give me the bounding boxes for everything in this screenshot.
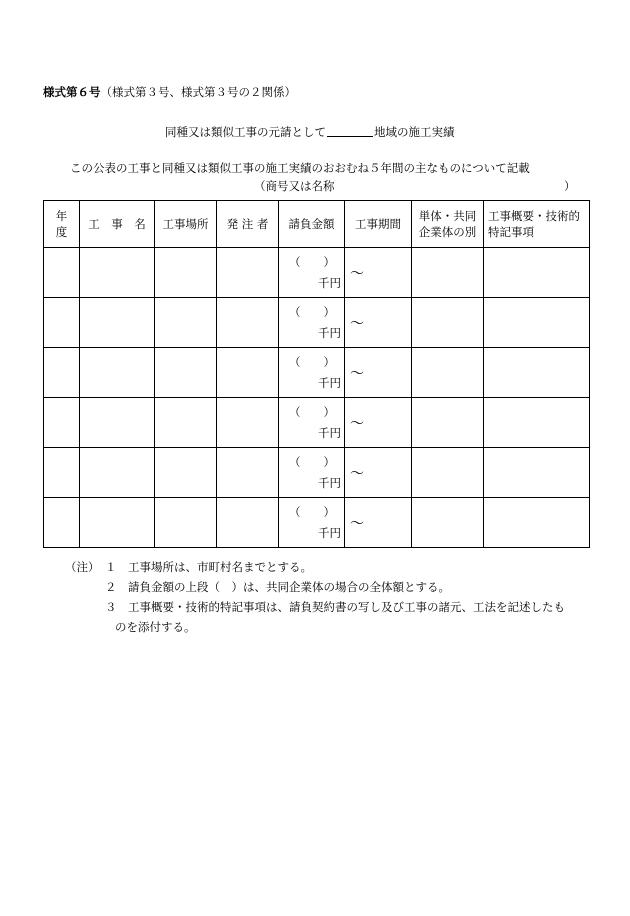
period-tilde: ～ <box>350 266 364 282</box>
header-orderer: 発 注 者 <box>217 201 279 248</box>
cell-summary[interactable] <box>484 498 590 548</box>
cell-joint[interactable] <box>412 248 484 298</box>
cell-year[interactable] <box>44 348 80 398</box>
paren-close: ） <box>323 455 335 469</box>
table-row <box>44 398 590 448</box>
amount-unit: 千円 <box>318 526 341 540</box>
table-row <box>44 298 590 348</box>
cell-location[interactable] <box>155 398 217 448</box>
cell-joint[interactable] <box>412 348 484 398</box>
note-number: ３ <box>105 600 117 614</box>
region-blank-line <box>327 125 373 137</box>
note-3 <box>65 597 585 617</box>
performance-table <box>43 200 590 548</box>
paren-open: （ <box>289 255 301 269</box>
header-year-line2: 度 <box>55 225 68 239</box>
form-number <box>43 84 296 100</box>
cell-location[interactable] <box>155 298 217 348</box>
header-summary-line2: 特記事項 <box>488 225 534 239</box>
period-tilde: ～ <box>350 416 364 432</box>
cell-summary[interactable] <box>484 398 590 448</box>
cell-orderer[interactable] <box>217 348 279 398</box>
cell-work-name[interactable] <box>80 248 155 298</box>
cell-joint[interactable] <box>412 448 484 498</box>
table-row <box>44 498 590 548</box>
cell-period[interactable] <box>345 448 412 498</box>
paren-close: ） <box>323 505 335 519</box>
cell-year[interactable] <box>44 248 80 298</box>
header-amount: 請負金額 <box>279 201 345 248</box>
company-name-line <box>254 178 576 194</box>
paren-open: （ <box>289 455 301 469</box>
period-tilde: ～ <box>350 366 364 382</box>
cell-joint[interactable] <box>412 398 484 448</box>
cell-amount[interactable] <box>279 498 345 548</box>
paren-close: ） <box>323 355 335 369</box>
header-summary-line1: 工事概要・技術的 <box>488 209 580 223</box>
cell-amount[interactable] <box>279 398 345 448</box>
note-1 <box>65 557 585 577</box>
header-work-name: 工 事 名 <box>80 201 155 248</box>
title-part2: 地域の施工実績 <box>374 125 455 139</box>
cell-amount[interactable] <box>279 248 345 298</box>
cell-location[interactable] <box>155 348 217 398</box>
note-3-continuation <box>65 617 585 637</box>
note-number: ２ <box>105 580 117 594</box>
note-text: 工事場所は、市町村名までとする。 <box>128 560 312 574</box>
cell-year[interactable] <box>44 448 80 498</box>
note-text-continuation: のを添付する。 <box>115 620 196 634</box>
cell-period[interactable] <box>345 348 412 398</box>
header-joint <box>412 201 484 248</box>
header-year-line1: 年 <box>55 209 68 223</box>
cell-year[interactable] <box>44 398 80 448</box>
title-part1: 同種又は類似工事の元請として <box>165 125 326 139</box>
cell-summary[interactable] <box>484 448 590 498</box>
period-tilde: ～ <box>350 316 364 332</box>
note-2 <box>65 577 585 597</box>
header-year <box>44 201 80 248</box>
header-location: 工事場所 <box>155 201 217 248</box>
note-text: 請負金額の上段（ ）は、共同企業体の場合の全体額とする。 <box>128 580 450 594</box>
cell-location[interactable] <box>155 248 217 298</box>
cell-year[interactable] <box>44 298 80 348</box>
table-row <box>44 448 590 498</box>
cell-work-name[interactable] <box>80 348 155 398</box>
cell-period[interactable] <box>345 248 412 298</box>
form-number-bold: 様式第６号 <box>43 85 101 99</box>
cell-orderer[interactable] <box>217 498 279 548</box>
note-text: 工事概要・技術的特記事項は、請負契約書の写し及び工事の諸元、工法を記述したも <box>128 600 565 614</box>
amount-unit: 千円 <box>318 426 341 440</box>
cell-joint[interactable] <box>412 498 484 548</box>
table-header-row <box>44 201 590 248</box>
cell-work-name[interactable] <box>80 498 155 548</box>
period-tilde: ～ <box>350 516 364 532</box>
cell-location[interactable] <box>155 498 217 548</box>
cell-period[interactable] <box>345 298 412 348</box>
cell-summary[interactable] <box>484 348 590 398</box>
amount-unit: 千円 <box>318 276 341 290</box>
paren-open: （ <box>289 305 301 319</box>
header-joint-line2: 企業体の別 <box>418 225 477 239</box>
document-title <box>165 124 455 140</box>
paren-close: ） <box>323 305 335 319</box>
cell-year[interactable] <box>44 498 80 548</box>
cell-period[interactable] <box>345 498 412 548</box>
table-row <box>44 348 590 398</box>
cell-joint[interactable] <box>412 298 484 348</box>
header-summary <box>484 201 590 248</box>
notes-label: （注） <box>65 560 100 574</box>
cell-orderer[interactable] <box>217 448 279 498</box>
paren-open: （ <box>289 505 301 519</box>
table-row <box>44 248 590 298</box>
cell-summary[interactable] <box>484 248 590 298</box>
cell-summary[interactable] <box>484 298 590 348</box>
cell-orderer[interactable] <box>217 248 279 298</box>
note-number: １ <box>105 560 117 574</box>
notes-section <box>65 557 585 637</box>
company-label: （商号又は名称 <box>254 179 335 193</box>
paren-close: ） <box>323 405 335 419</box>
cell-location[interactable] <box>155 448 217 498</box>
document-subtitle: この公表の工事と同種又は類似工事の施工実績のおおむね５年間の主なものについて記載 <box>70 161 530 175</box>
cell-amount[interactable] <box>279 298 345 348</box>
form-number-relation: （様式第３号、様式第３号の２関係） <box>100 85 296 99</box>
cell-work-name[interactable] <box>80 448 155 498</box>
cell-amount[interactable] <box>279 348 345 398</box>
amount-unit: 千円 <box>318 326 341 340</box>
paren-open: （ <box>289 355 301 369</box>
amount-unit: 千円 <box>318 476 341 490</box>
period-tilde: ～ <box>350 466 364 482</box>
header-joint-line1: 単体・共同 <box>418 209 477 223</box>
company-close-paren: ） <box>564 179 576 193</box>
cell-orderer[interactable] <box>217 298 279 348</box>
cell-period[interactable] <box>345 398 412 448</box>
paren-close: ） <box>323 255 335 269</box>
paren-open: （ <box>289 405 301 419</box>
cell-amount[interactable] <box>279 448 345 498</box>
header-period: 工事期間 <box>345 201 412 248</box>
cell-work-name[interactable] <box>80 398 155 448</box>
cell-orderer[interactable] <box>217 398 279 448</box>
cell-work-name[interactable] <box>80 298 155 348</box>
amount-unit: 千円 <box>318 376 341 390</box>
